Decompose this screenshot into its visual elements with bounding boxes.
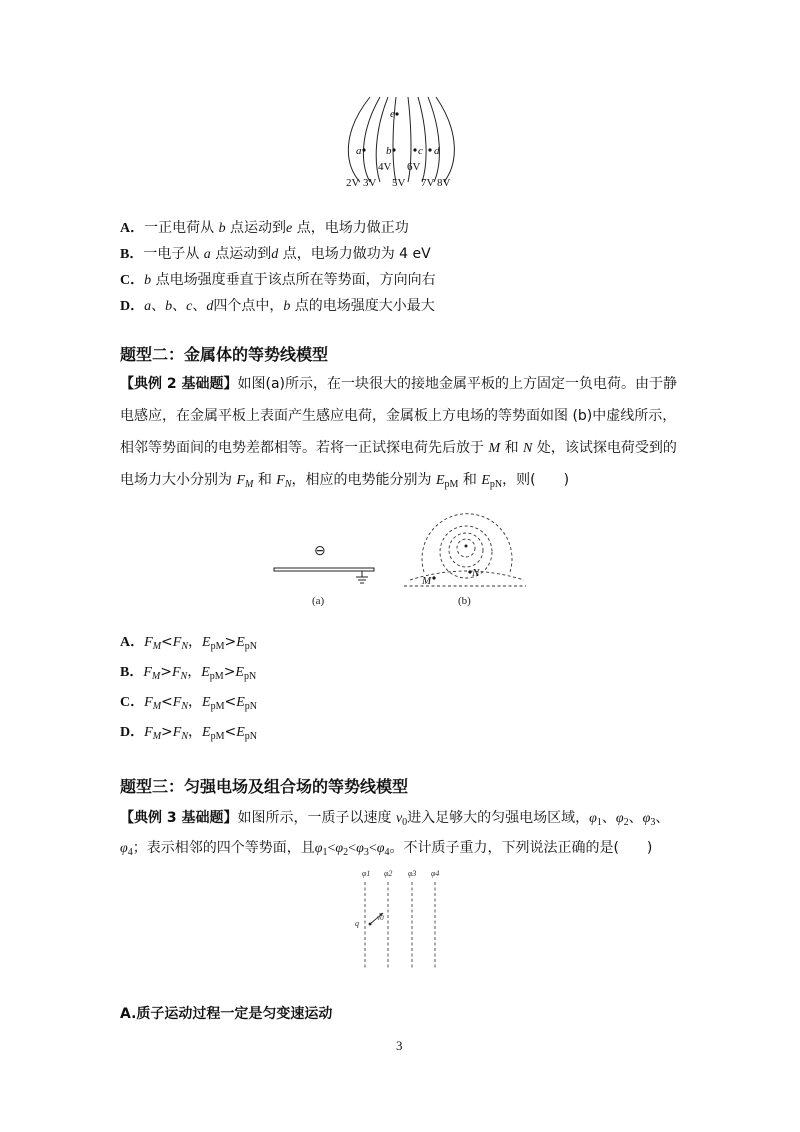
q3-option-a: A.质子运动过程一定是匀变速运动 — [120, 1006, 333, 1022]
point-M — [432, 576, 435, 579]
label-phi1: φ1 — [362, 869, 371, 878]
q1-option-b: B．一电子从 a 点运动到d 点，电场力做功为 4 eV — [120, 246, 431, 262]
equipotential-lines-figure — [330, 92, 470, 192]
label-phi2: φ2 — [384, 869, 393, 878]
label-5v: 5V — [392, 177, 406, 189]
label-phi4: φ4 — [431, 869, 440, 878]
label-4v: 4V — [378, 161, 392, 173]
point-d — [428, 148, 431, 151]
section-2-title: 题型二：金属体的等势线模型 — [120, 345, 329, 364]
example-3-line-1: 【典例 3 基础题】如图所示，一质子以速度 $v_0$进入足够大的匀强电场区域，$\varphi_1$、$\varphi_2$、$\varphi_3$、 — [120, 810, 670, 828]
label-d: d — [434, 145, 440, 157]
label-N: N — [472, 567, 480, 579]
label-2v: 2V — [346, 177, 360, 189]
point-b — [392, 148, 395, 151]
label-v0: v0 — [377, 914, 384, 922]
label-a: a — [356, 145, 362, 157]
caption-b: (b) — [458, 595, 471, 607]
point-a — [362, 148, 365, 151]
example-2-line-3: 相邻等势面间的电势差都相等。若将一正试探电荷先后放于 M 和 N 处，该试探电荷受到的 — [120, 440, 677, 456]
caption-a: (a) — [312, 595, 325, 607]
q1-option-c: C．b 点电场强度垂直于该点所在等势面，方向向右 — [120, 272, 436, 288]
q2-option-a: A．$F_M<F_N$，$E_{pM}>E_{pN}$ — [120, 634, 257, 652]
example-2-line-1: 【典例 2 基础题】如图(a)所示，在一块很大的接地金属平板的上方固定一负电荷。由于静 — [120, 376, 678, 392]
label-3v: 3V — [363, 177, 377, 189]
section-3-title: 题型三：匀强电场及组合场的等势线模型 — [120, 777, 409, 796]
label-M: M — [422, 575, 432, 587]
q1-option-a: A．一正电荷从 b 点运动到e 点，电场力做正功 — [120, 220, 409, 236]
page-number: 3 — [396, 1038, 403, 1053]
label-phi3: φ3 — [408, 869, 417, 878]
example-2-line-2: 电感应，在金属平板上表面产生感应电荷，金属板上方电场的等势面如图 (b)中虚线所示， — [120, 408, 677, 424]
example-3-line-2: $\varphi_4$；表示相邻的四个等势面，且$\varphi_1<\varphi_2<\varphi_3<\varphi_4$。不计质子重力，下列说法正确的是( ) — [120, 840, 653, 858]
figure-2b-equipotential-surfaces — [400, 500, 530, 610]
figure-3-uniform-field — [350, 866, 450, 972]
negative-charge: ⊖ — [314, 544, 326, 559]
label-6v: 6V — [407, 161, 421, 173]
example-2-line-4: 电场力大小分别为 $F_M$ 和 $F_N$，相应的电势能分别为 $E_{pM}$ 和 $E_{pN}$，则( ) — [120, 472, 570, 490]
label-7v: 7V — [421, 177, 435, 189]
q2-option-b: B．$F_M>F_N$，$E_{pM}>E_{pN}$ — [120, 664, 257, 682]
point-c — [413, 148, 416, 151]
label-b: b — [386, 145, 392, 157]
label-q: q — [355, 919, 359, 928]
label-8v: 8V — [437, 177, 451, 189]
label-c: c — [418, 145, 423, 157]
q2-option-d: D．$F_M>F_N$，$E_{pM}<E_{pN}$ — [120, 724, 257, 742]
q1-option-d: D．a、b、c、d四个点中，b 点的电场强度大小最大 — [120, 298, 435, 314]
point-e — [395, 112, 398, 115]
q2-option-c: C．$F_M<F_N$，$E_{pM}<E_{pN}$ — [120, 694, 257, 712]
label-e: e — [390, 108, 395, 120]
figure-2a-grounded-plate — [270, 540, 380, 610]
